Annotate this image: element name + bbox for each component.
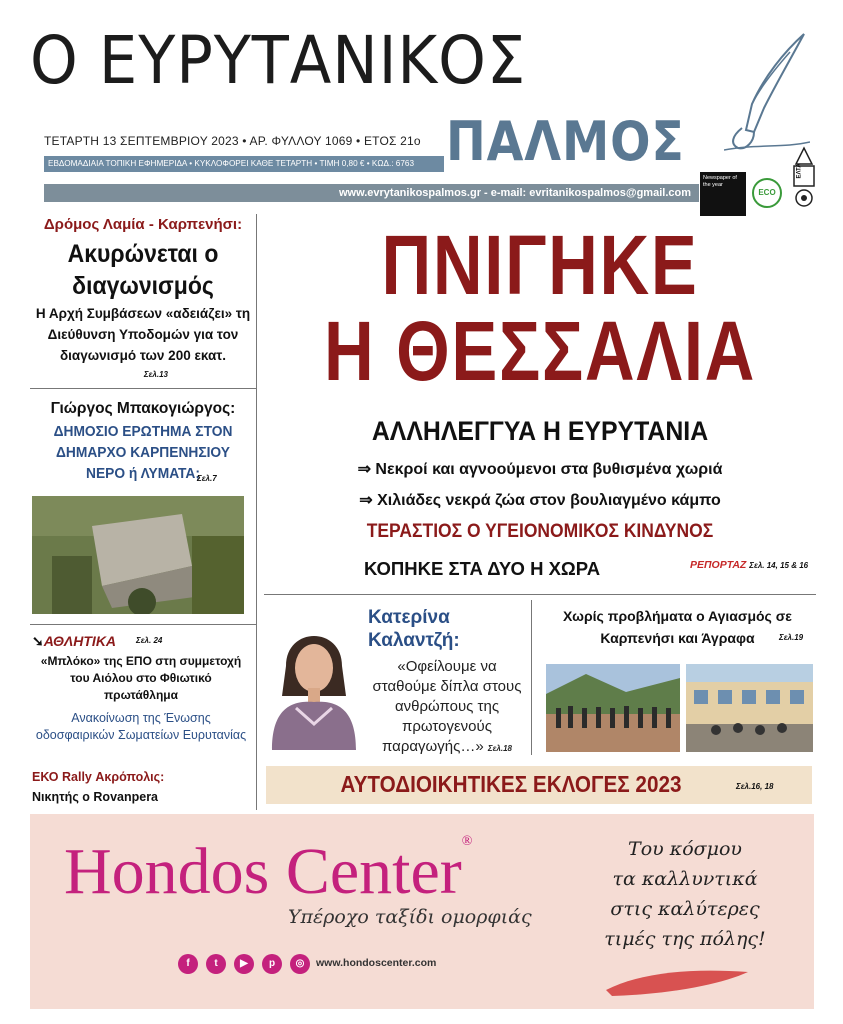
hondos-ad[interactable] [30, 814, 814, 1009]
report-ref: ΡΕΠΟΡΤΑΖ Σελ. 14, 15 & 16 [690, 559, 809, 571]
sports-kicker: ➘ΑΘΛΗΤΙΚΑ [32, 633, 117, 649]
eco-badge: ECO [752, 178, 782, 208]
twitter-icon[interactable]: t [206, 954, 226, 974]
road-body: Η Αρχή Συμβάσεων «αδειάζει» τη Διεύθυνση Υποδομών για τον διαγωνισμό των 200 εκατ. [35, 306, 251, 363]
elta-logo-icon [790, 142, 818, 208]
ad-brand: Hondos Center® [64, 834, 473, 908]
elta-label: ΕΛΤΑ [796, 163, 803, 179]
question-kicker: Γιώργος Μπακογιώργος: [50, 400, 236, 417]
sports-sub[interactable]: Ανακοίνωση της Ένωσης οδοσφαιρικών Σωματείων Ευρυτανίας [35, 711, 247, 742]
masthead-subtitle: ΠΑΛΜΟΣ [446, 110, 685, 173]
newspaper-award-badge: Newspaper of the year [700, 172, 746, 216]
instagram-icon[interactable]: ◎ [290, 954, 310, 974]
ad-handwritten-text: Του κόσμου τα καλλυντικά στις καλύτερες τιμές της πόλης! [604, 838, 766, 950]
lipstick-stroke-icon [602, 964, 752, 998]
road-page-ref: Σελ.13 [143, 370, 168, 379]
social-icons [178, 954, 310, 974]
pinterest-icon[interactable]: p [262, 954, 282, 974]
agiasmos-page-ref: Σελ.19 [779, 633, 804, 642]
main-subhead: ΑΛΛΗΛΕΓΓΥΑ Η ΕΥΡΥΤΑΝΙΑ [371, 416, 709, 446]
main-bullet: ⇒ Χιλιάδες νεκρά ζώα στον βουλιαγμένο κάμπο [359, 492, 721, 509]
main-bullet: ⇒ Νεκροί και αγνοούμενοι στα βυθισμένα χωριά [357, 461, 723, 478]
column-divider [256, 214, 257, 810]
masthead-title: Ο ΕΥΡΥΤΑΝΙΚΟΣ [30, 22, 527, 99]
ruins-photo [32, 496, 244, 614]
issue-line: ΤΕΤΑΡΤΗ 13 ΣΕΠΤΕΜΒΡΙΟΥ 2023 • ΑΡ. ΦΥΛΛΟΥ 1069 • ΕΤΟΣ 21ο [44, 134, 421, 148]
main-danger: ΤΕΡΑΣΤΙΟΣ Ο ΥΓΕΙΟΝΟΜΙΚΟΣ ΚΙΝΔΥΝΟΣ [366, 521, 714, 542]
facebook-icon[interactable]: f [178, 954, 198, 974]
ceremony-photo [546, 664, 680, 752]
portrait-photo [266, 606, 362, 750]
column-divider [531, 600, 532, 755]
quill-pen-icon [724, 32, 810, 152]
info-bar: ΕΒΔΟΜΑΔΙΑΙΑ ΤΟΠΙΚΗ ΕΦΗΜΕΡΙΔΑ • ΚΥΚΛΟΦΟΡΕΙ ΚΑΘΕ ΤΕΤΑΡΤΗ • ΤΙΜΗ 0,80 € • ΚΩΔ.: 6763 [44, 156, 444, 172]
interview-name[interactable]: Κατερίνα Καλαντζή: [368, 607, 460, 651]
ad-url[interactable]: www.hondoscenter.com [316, 957, 437, 969]
school-photo [686, 664, 813, 752]
sports-headline[interactable]: «Μπλόκο» της ΕΠΟ στη συμμετοχή του Αιόλου στο Φθιωτικό πρωτάθλημα [40, 654, 242, 702]
question-page-ref: Σελ.7 [197, 474, 217, 483]
rally-headline[interactable]: Νικητής ο Rovanpera [32, 790, 159, 804]
divider [30, 388, 256, 389]
elections-headline: ΑΥΤΟΔΙΟΙΚΗΤΙΚΕΣ ΕΚΛΟΓΕΣ 2023 [340, 771, 682, 797]
web-contact-bar[interactable]: www.evrytanikospalmos.gr - e-mail: evritanikospalmos@gmail.com [44, 184, 699, 202]
elections-page-ref: Σελ.16, 18 [736, 782, 774, 791]
rally-kicker: ΕΚΟ Rally Ακρόπολις: [32, 770, 165, 784]
arrow-icon: ➘ [32, 633, 44, 649]
ad-tagline: Υπέροχο ταξίδι ομορφιάς [288, 906, 532, 928]
road-kicker: Δρόμος Λαμία - Καρπενήσι: [43, 216, 243, 233]
sports-page-ref: Σελ. 24 [136, 636, 163, 645]
divider [264, 594, 816, 595]
divider [30, 624, 256, 625]
main-headline[interactable]: ΠΝΙΓΗΚΕ Η ΘΕΣΣΑΛΙΑ [323, 218, 757, 398]
elections-banner[interactable] [266, 766, 812, 804]
youtube-icon[interactable]: ▶ [234, 954, 254, 974]
question-headline[interactable]: ΔΗΜΟΣΙΟ ΕΡΩΤΗΜΑ ΣΤΟΝ ΔΗΜΑΡΧΟ ΚΑΡΠΕΝΗΣΙΟΥ ΝΕΡΟ ή ΛΥΜΑΤΑ; [53, 424, 233, 482]
agiasmos-headline[interactable]: Χωρίς προβλήματα ο Αγιασμός σε Καρπενήσι και Άγραφα [563, 608, 792, 646]
main-split: ΚΟΠΗΚΕ ΣΤΑ ΔΥΟ Η ΧΩΡΑ [364, 558, 601, 579]
interview-quote: «Οφείλουμε να σταθούμε δίπλα στους ανθρώπους της πρωτογενούς παραγωγής…» Σελ.18 [372, 658, 522, 755]
road-headline[interactable]: Ακυρώνεται ο διαγωνισμός [67, 240, 219, 300]
